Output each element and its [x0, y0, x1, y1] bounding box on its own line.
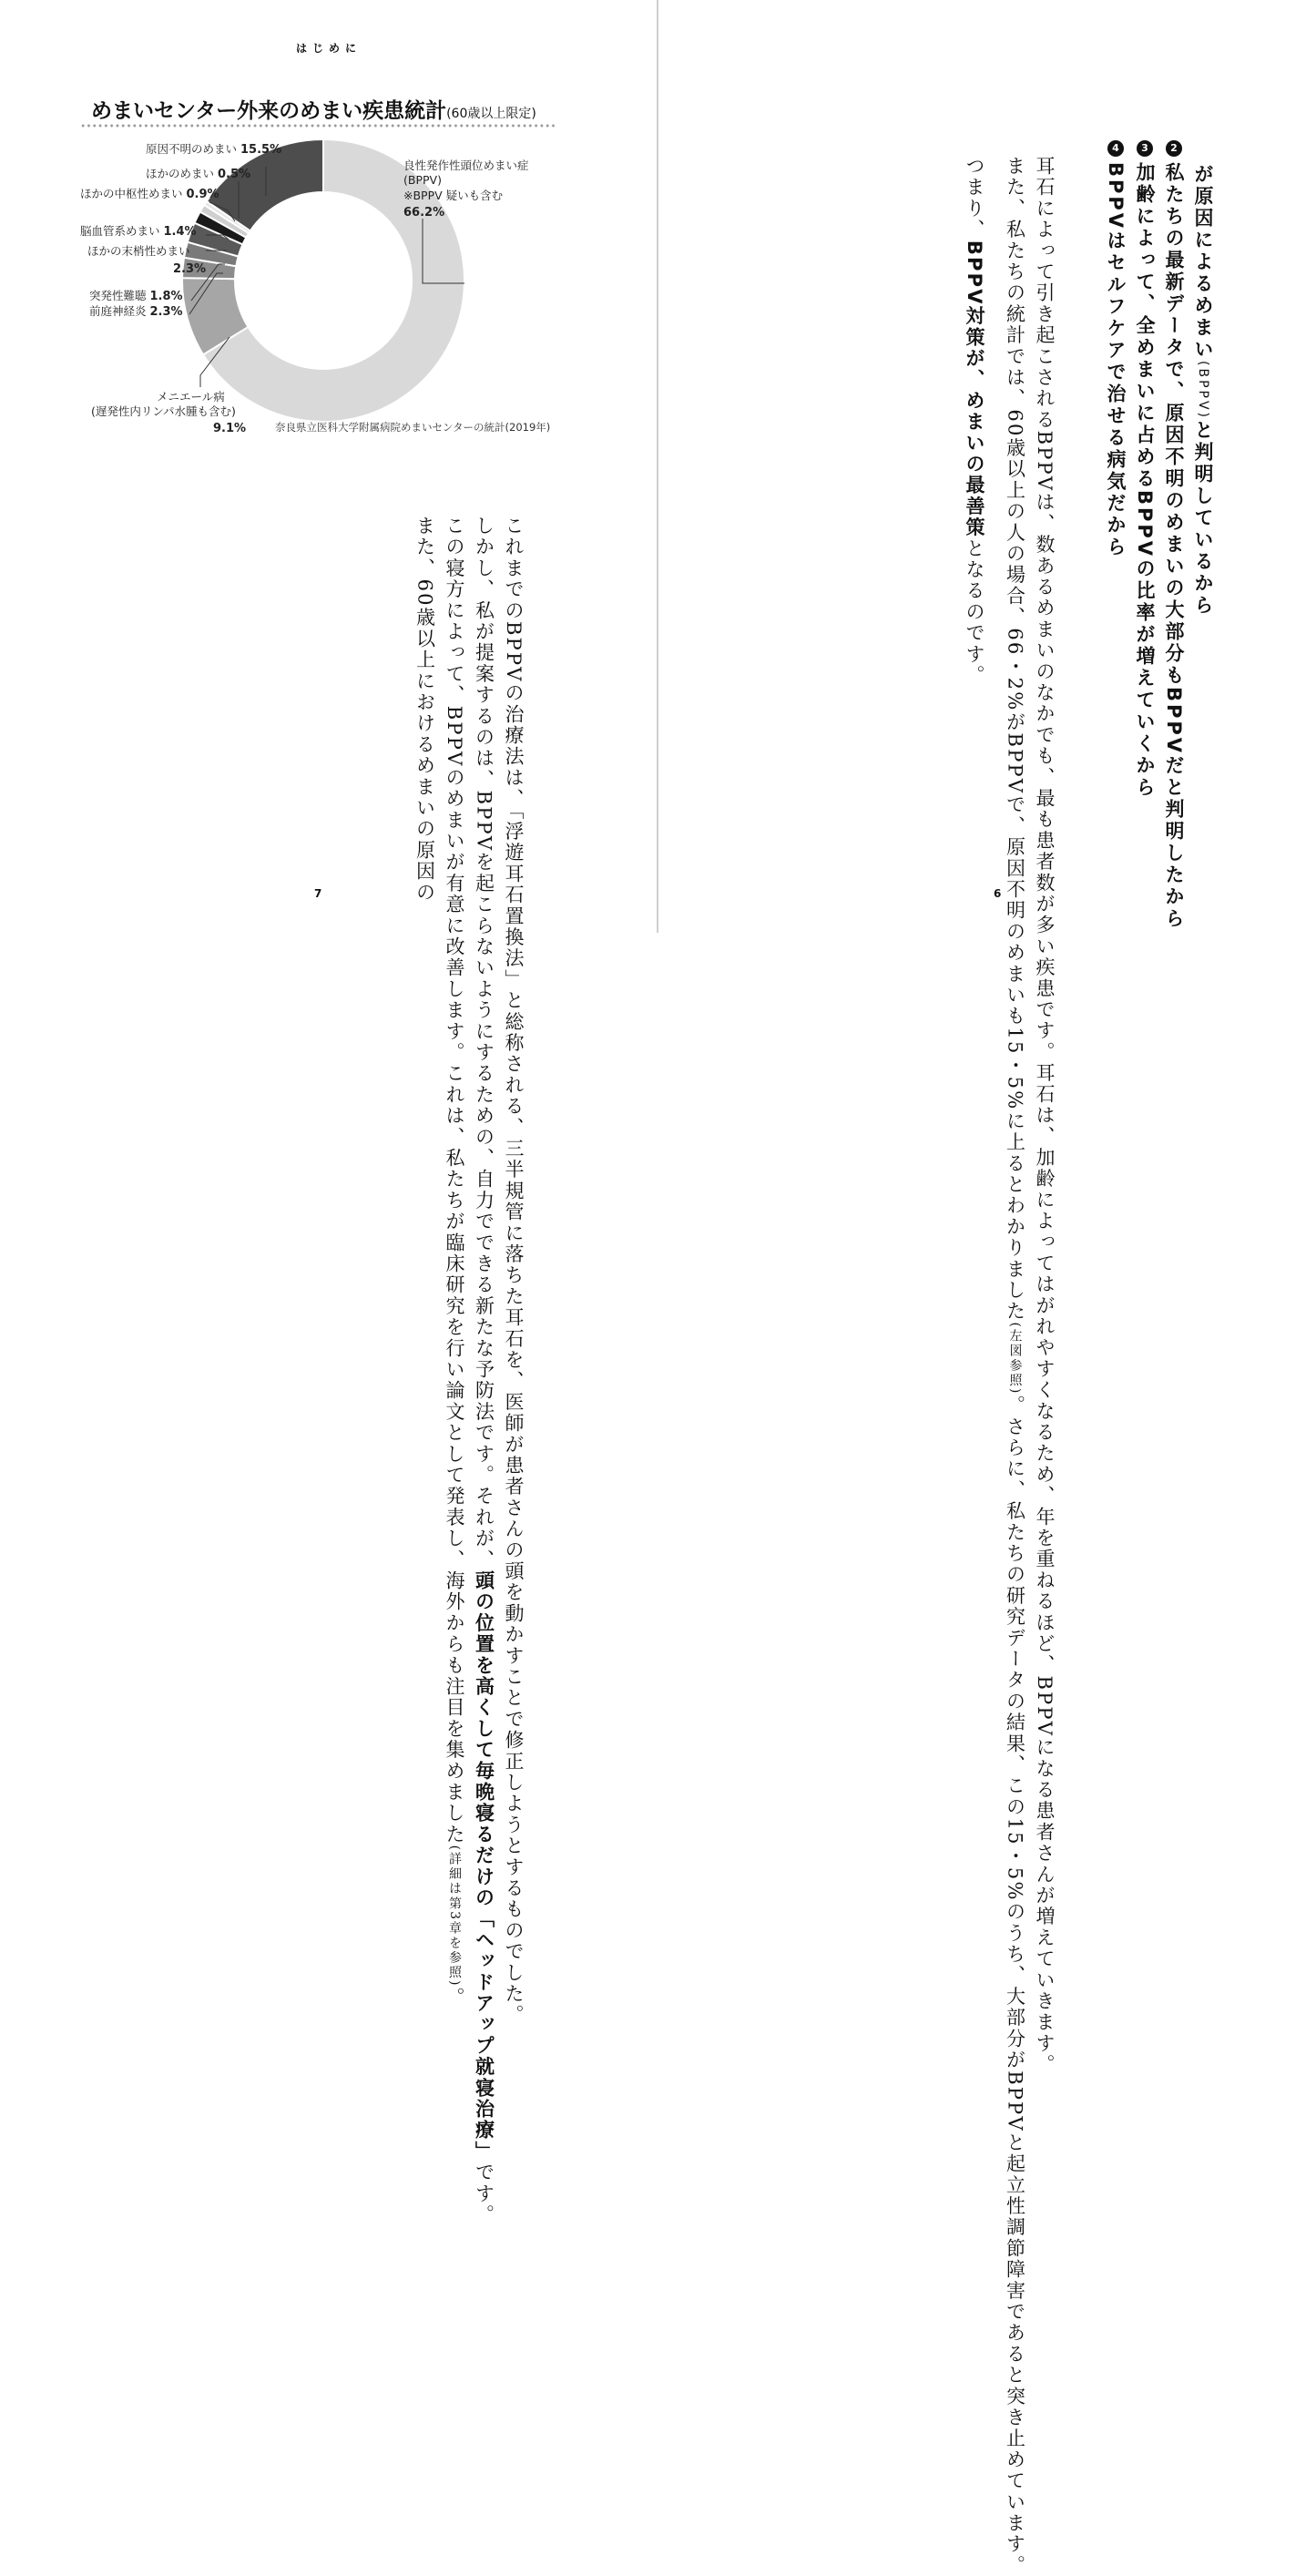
- svg-text:66.2%: 66.2%: [403, 206, 445, 220]
- reason-item-1: が原因によるめまい(BPPV)と判明しているから: [1192, 164, 1214, 617]
- page-number-left: 7: [314, 887, 322, 900]
- paragraph: つまり、BPPV対策が、めまいの最善策となるのです。: [964, 156, 985, 687]
- left-body-text: [410, 496, 528, 2226]
- paragraph: この寝方によって、BPPVのめまいが有意に改善します。これは、私たちが臨床研究を行い論文として発表し、海外からも注目を集めました(詳細は第3章を参照)。: [444, 516, 465, 2009]
- svg-text:※BPPV 疑いも含む: ※BPPV 疑いも含む: [403, 189, 504, 202]
- svg-text:9.1%: 9.1%: [213, 422, 247, 435]
- paragraph: これまでのBPPVの治療法は、「浮遊耳石置換法」と総称される、三半規管に落ちた耳石を、医師が患者さんの頭を動かすことで修正しようとするものでした。: [503, 516, 525, 2026]
- reason-item-2: 2私たちの最新データで、原因不明のめまいの大部分もBPPVだと判明したから: [1163, 142, 1185, 931]
- right-page: [658, 0, 1316, 2576]
- paragraph: また、私たちの統計では、60歳以上の人の場合、66・2%がBPPVで、原因不明のめまいも15・5%に上るとわかりました(左図参照)。さらに、私たちの研究データの結果、この15・5%のうち、大部分がBPPVと起立性調節障害であると突き止めています。: [1004, 156, 1026, 2576]
- svg-text:メニエール病: メニエール病: [157, 390, 225, 404]
- svg-text:ほかの末梢性めまい: ほかの末梢性めまい: [87, 244, 190, 258]
- svg-text:(BPPV): (BPPV): [403, 173, 442, 187]
- number-badge: 2: [1166, 140, 1182, 157]
- number-badge: 4: [1107, 140, 1124, 157]
- page-number-right: 6: [994, 887, 1002, 900]
- svg-text:ほかの中枢性めまい 0.9%: ほかの中枢性めまい 0.9%: [80, 187, 219, 201]
- left-page: [0, 0, 658, 2226]
- running-head: はじめに: [295, 42, 362, 55]
- svg-text:奈良県立医科大学附属病院めまいセンターの統計(2019年): 奈良県立医科大学附属病院めまいセンターの統計(2019年): [275, 421, 551, 434]
- svg-text:ほかのめまい 0.5%: ほかのめまい 0.5%: [146, 167, 251, 181]
- chart-title-main: めまいセンター外来のめまい疾患統計: [91, 99, 447, 123]
- svg-text:原因不明のめまい 15.5%: 原因不明のめまい 15.5%: [146, 142, 282, 157]
- reason-item-4: 4BPPVはセルフケアで治せる病気だから: [1105, 142, 1127, 559]
- right-body-text: [960, 137, 1060, 2576]
- number-badge: 3: [1137, 140, 1153, 157]
- paragraph: しかし、私が提案するのは、BPPVを起こらないようにするための、自力でできる新たな予防法です。それが、頭の位置を高くして毎晩寝るだけの「ヘッドアップ就寝治療」です。: [473, 516, 495, 2226]
- svg-text:良性発作性頭位めまい症: 良性発作性頭位めまい症: [403, 158, 529, 172]
- chart-title-sub: (60歳以上限定): [446, 107, 536, 121]
- donut-chart: [0, 0, 658, 455]
- svg-text:突発性難聴 1.8%: 突発性難聴 1.8%: [89, 289, 183, 303]
- svg-text:前庭神経炎 2.3%: 前庭神経炎 2.3%: [89, 304, 183, 319]
- svg-text:脳血管系めまい 1.4%: 脳血管系めまい 1.4%: [80, 224, 197, 239]
- reason-item-3: 3加齢によって、全めまいに占めるBPPVの比率が増えていくから: [1134, 142, 1156, 800]
- paragraph: また、60歳以上におけるめまいの原因の: [413, 516, 436, 904]
- reasons-list: [1101, 142, 1218, 931]
- svg-text:2.3%: 2.3%: [173, 262, 207, 276]
- paragraph: 耳石によって引き起こされるBPPVは、数あるめまいのなかでも、最も患者数が多い疾患です。耳石は、加齢によってはがれやすくなるため、年を重ねるほど、BPPVになる患者さんが増えていきます。: [1034, 156, 1056, 2076]
- svg-text:(遅発性内リンパ水腫も含む): (遅発性内リンパ水腫も含む): [91, 404, 236, 418]
